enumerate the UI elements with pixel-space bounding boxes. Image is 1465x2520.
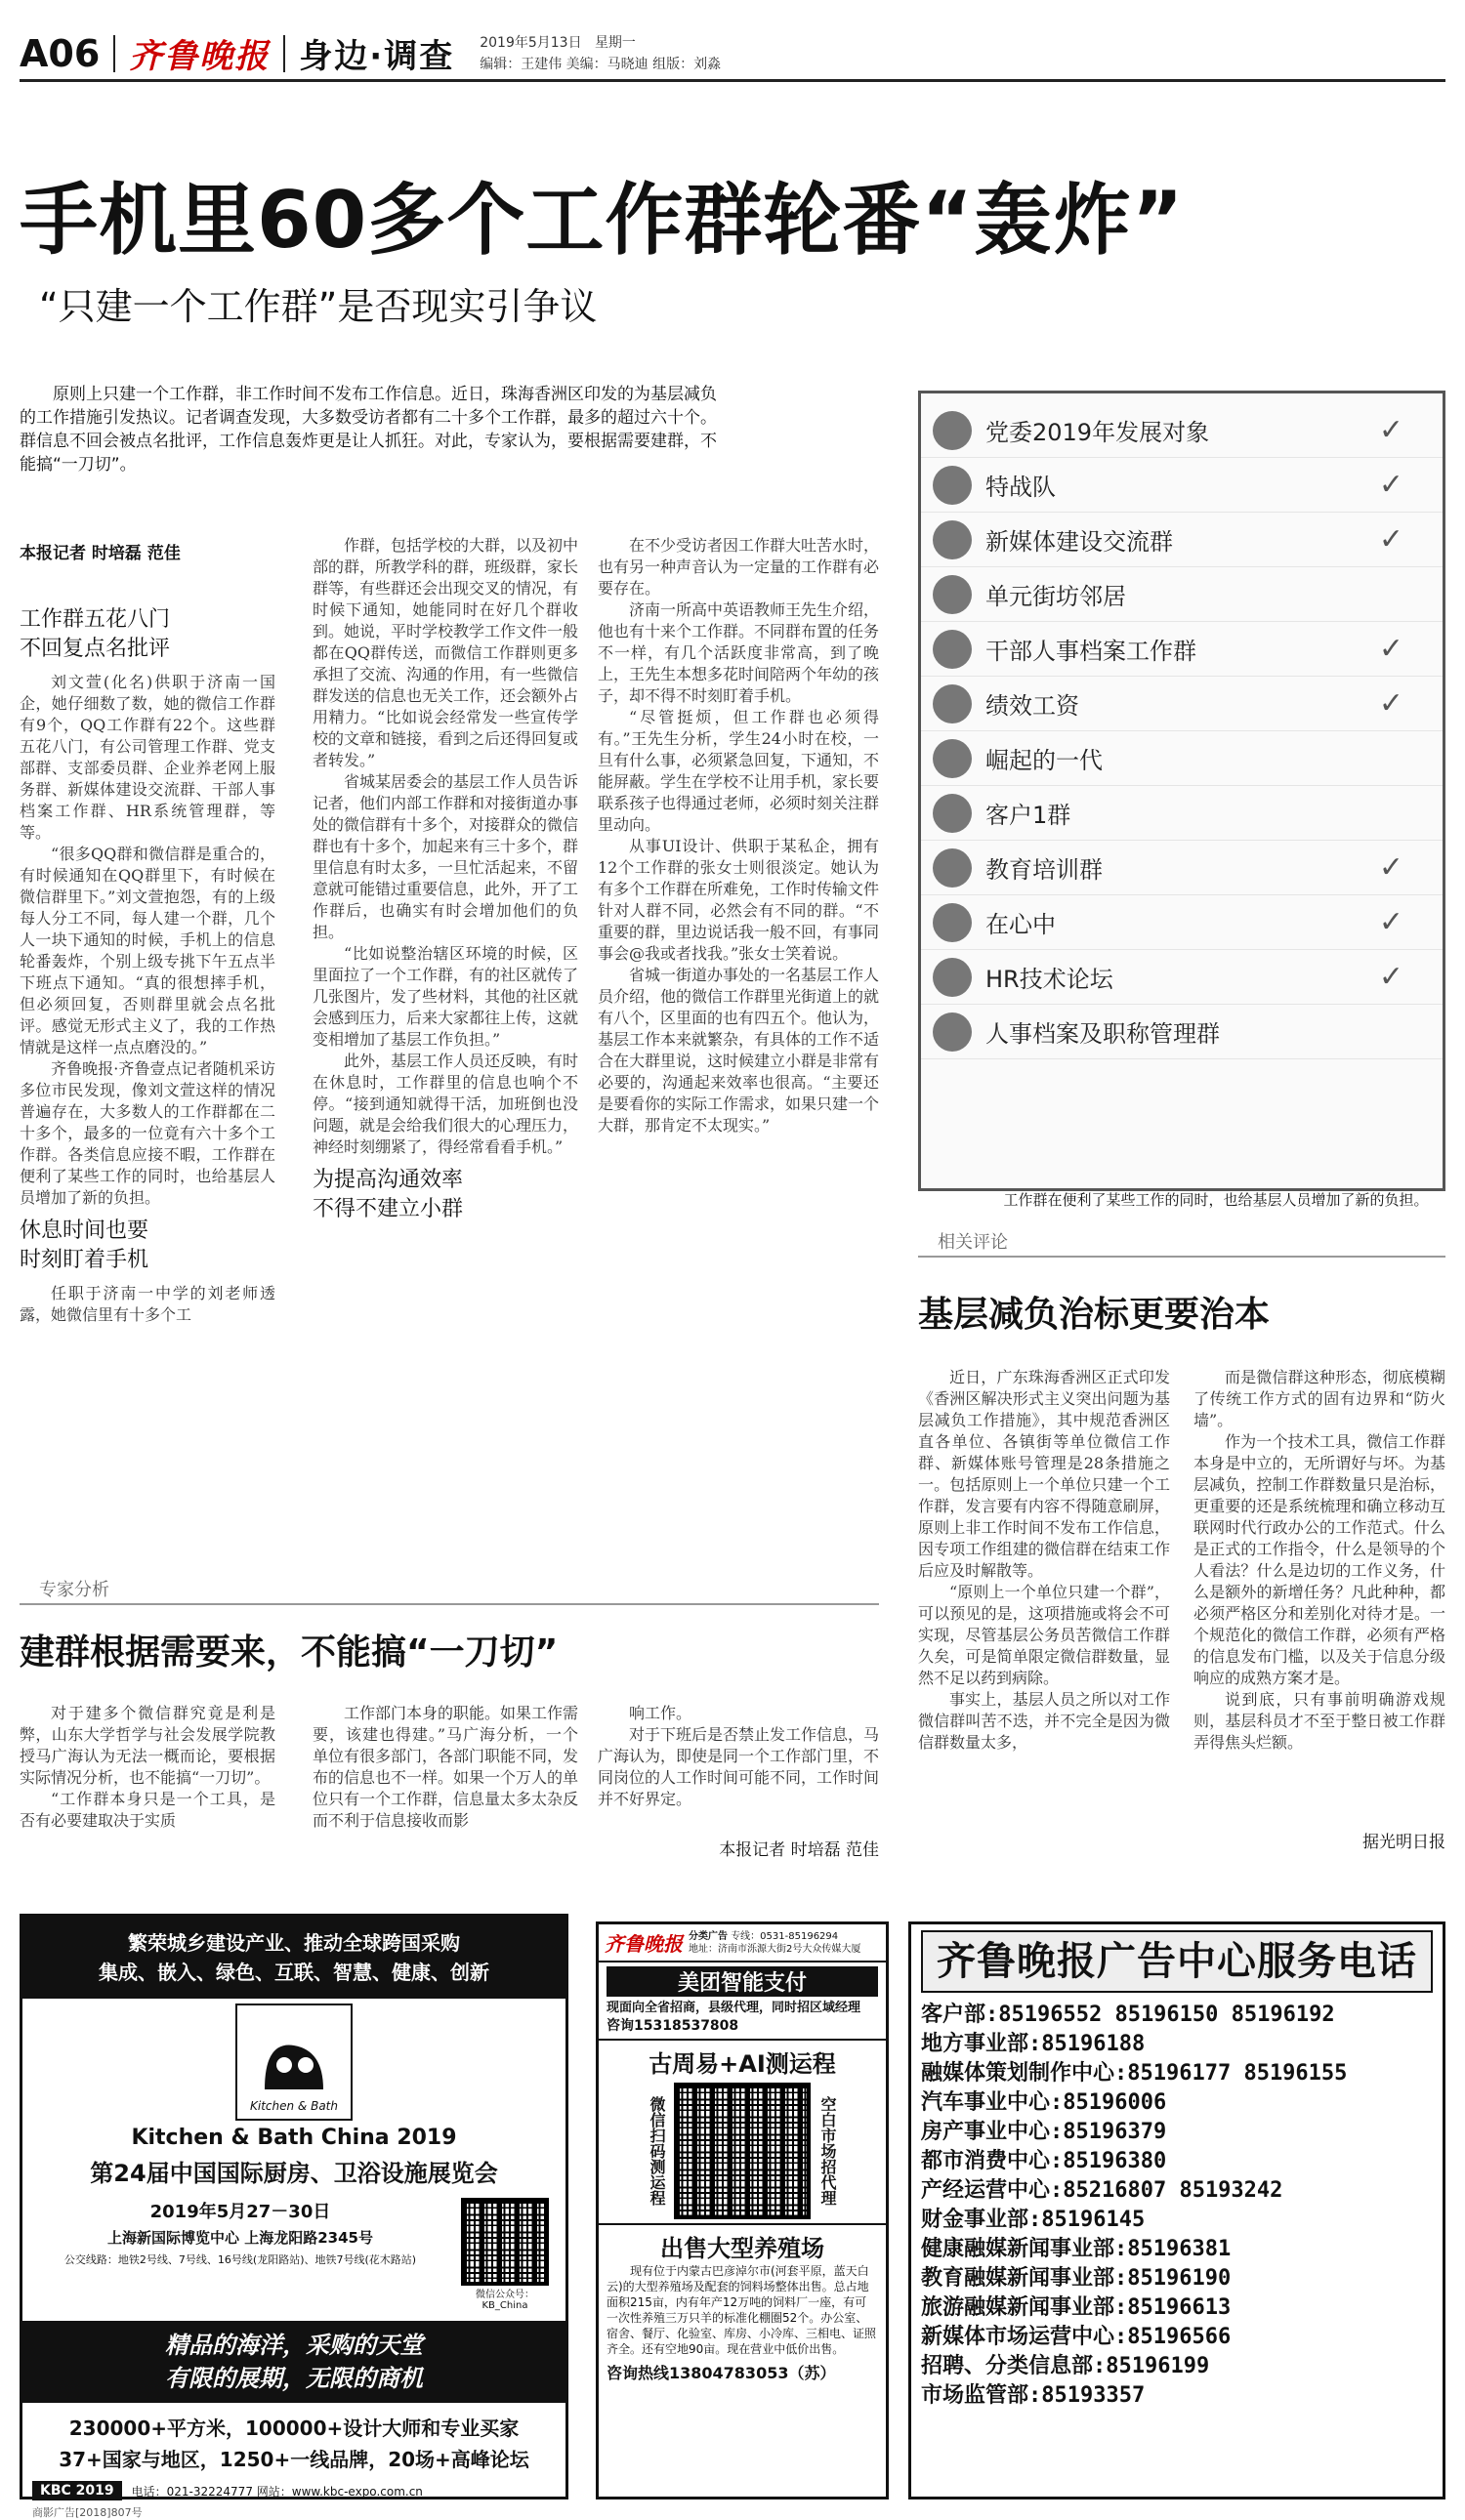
chat-group-item: HR技术论坛 ✓	[921, 950, 1443, 1005]
chat-groups-photo	[918, 391, 1445, 1191]
chat-group-item: 人事档案及职称管理群	[921, 1005, 1443, 1059]
handwritten-check-mark: ✓	[1378, 686, 1403, 721]
masthead-divider	[283, 35, 285, 72]
expert-byline: 本报记者 时培磊 范佳	[719, 1840, 879, 1860]
ad-kitchen-bath-expo	[20, 1914, 568, 2519]
paragraph: 齐鲁晚报·齐鲁壹点记者随机采访多位市民发现，像刘文萱这样的情况普遍存在，大多数人的工作群都在二十多个，最多的一位竟有六十多个工作群。各类信息应接不暇，工作群在便利了某些工作的同时，也给基层人员增加了新的负担。	[20, 1059, 275, 1207]
kbc-en-title: Kitchen & Bath China 2019	[131, 2126, 457, 2150]
service-phone-line: 产经运营中心:85216807 85193242	[921, 2178, 1283, 2203]
service-phone-line: 教育融媒新闻事业部:85196190	[921, 2266, 1232, 2291]
scan-label: 微信扫码测运程	[648, 2096, 666, 2206]
expert-column-2	[313, 1703, 578, 1869]
kbc-logo-area	[22, 1999, 565, 2126]
qr-code-icon	[461, 2198, 549, 2286]
handwritten-check-mark: ✓	[1378, 468, 1403, 502]
kbc-info-row	[22, 2188, 565, 2311]
paragraph: 近日，广东珠海香洲区正式印发《香洲区解决形式主义突出问题为基层减负工作措施》，其中规范香洲区直各单位、各镇街等单位微信工作群、新媒体账号管理是28条措施之一。包括原则上一个单位只建一个工作群，发言要有内容不得随意刷屏，原则上非工作时间不发布工作信息，因专项工作组建的微信群在结束工作后应及时解散等。	[918, 1368, 1170, 1580]
paragraph: 在不少受访者因工作群大吐苦水时，也有另一种声音认为一定量的工作群有必要存在。	[598, 536, 880, 598]
service-phone-line: 招聘、分类信息部:85196199	[921, 2354, 1210, 2378]
kbc-cn-title: 第24届中国国际厨房、卫浴设施展览会	[90, 2160, 498, 2187]
photo-caption: 工作群在便利了某些工作的同时，也给基层人员增加了新的负担。	[1003, 1191, 1429, 1209]
group-avatar	[933, 520, 972, 559]
subheadline: “只建一个工作群”是否现实引争议	[39, 285, 598, 328]
expert-column-1	[20, 1703, 275, 1869]
group-avatar	[933, 1012, 972, 1052]
service-phone-line: 旅游融媒新闻事业部:85196613	[921, 2295, 1232, 2320]
handwritten-check-mark: ✓	[1378, 850, 1403, 885]
paragraph: “尽管挺烦，但工作群也必须得有。”王先生分析，学生24小时在校，一旦有什么事，必须紧急回复，下通知，不能屏蔽。学生在学校不让用手机，家长要联系孩子也得通过老师，必须时刻关注群里动向。	[598, 708, 880, 834]
headline: 手机里60多个工作群轮番“轰炸”	[20, 175, 1185, 266]
chat-group-item: 党委2019年发展对象 ✓	[921, 403, 1443, 458]
kbc-dates: 2019年5月27－30日	[149, 2202, 331, 2222]
paragraph: 对于建多个微信群究竟是利是弊，山东大学哲学与社会发展学院教授马广海认为无法一概而论，要根据实际情况分析，也不能搞“一刀切”。	[20, 1704, 275, 1787]
paragraph: “原则上一个单位只建一个群”，可以预见的是，这项措施或将会不可实现，尽管基层公务员苦微信工作群久矣，可是简单限定微信群数量，显然不足以药到病除。	[918, 1583, 1170, 1687]
editor-credits: 编辑：王建伟 美编：马晓迪 组版：刘淼	[480, 56, 722, 72]
ad-classified	[596, 1921, 889, 2499]
group-avatar	[933, 684, 972, 723]
side-label: 空白市场招代理	[818, 2096, 837, 2206]
handwritten-check-mark: ✓	[1378, 413, 1403, 447]
commentary-column-b	[1193, 1367, 1445, 1826]
qr-code-icon	[674, 2083, 811, 2219]
chat-group-item: 新媒体建设交流群 ✓	[921, 513, 1443, 567]
subtitle-2: 休息时间也要 时刻盯着手机	[20, 1219, 149, 1272]
kbc-logo: Kitchen & Bath	[235, 2004, 353, 2121]
subtitle-3: 为提高沟通效率 不得不建立小群	[313, 1168, 464, 1221]
chat-group-item: 干部人事档案工作群 ✓	[921, 622, 1443, 677]
kbc-venue: 上海新国际博览中心 上海龙阳路2345号	[107, 2229, 373, 2247]
qr-caption: 微信公众号：KB_China	[476, 2290, 534, 2311]
expert-column-3	[598, 1703, 879, 1830]
article-lead: 原则上只建一个工作群，非工作时间不发布工作信息。近日，珠海香洲区印发的为基层减负的工作措施引发热议。记者调查发现，大多数受访者都有二十多个工作群，最多的超过六十个。群信息不回会被点名批评，工作信息轰炸更是让人抓狂。对此，专家认为，要根据需要建群，不能搞“一刀切”。	[20, 385, 717, 475]
paragraph: 对于下班后是否禁止发工作信息，马广海认为，即使是同一个工作部门里，不同岗位的人工作时间可能不同，工作时间并不好界定。	[598, 1725, 880, 1808]
paragraph: 作为一个技术工具，微信工作群本身是中立的，无所谓好与坏。为基层减负，控制工作群数量只是治标，更重要的还是系统梳理和确立移动互联网时代行政办公的工作范式。什么是正式的工作指令，什么是领导的个人看法？什么是边切的工作义务，什么是额外的新增任务？凡此种种，都必须严格区分和差别化对待才是。一个规范化的微信工作群，必须有严格的信息发布门槛，以及关于信息分级响应的成熟方案才是。	[1193, 1432, 1445, 1687]
paragraph: “很多QQ群和微信群是重合的，有时候通知在QQ群里下，有时候在微信群里下。”刘文萱抱怨，有的上级每人分工不同，每人建一个群，几个人一块下通知的时候，手机上的信息轮番轰炸，个别上级专挑下午五点半下班点下通知。“真的很想摔手机，但必须回复，否则群里就会点名批评。感觉无形式主义了，我的工作热情就是这样一点点磨没的。”	[20, 845, 275, 1056]
chat-group-item: 崛起的一代	[921, 731, 1443, 786]
expert-title: 建群根据需要来，不能搞“一刀切”	[20, 1632, 559, 1673]
meituan-ad: 美团智能支付 现面向全省招商，县级代理，同时招区域经理 咨询15318537808	[599, 1962, 886, 2041]
kbc-contact: 电话：021-32224777 网站：www.kbc-expo.com.cn	[131, 2484, 423, 2499]
chat-group-item: 客户1群	[921, 786, 1443, 841]
masthead	[20, 27, 1445, 82]
paragraph: 响工作。	[629, 1704, 692, 1722]
group-avatar	[933, 848, 972, 888]
paragraph: 从事UI设计、供职于某私企，拥有12个工作群的张女士则很淡定。她认为有多个工作群在所难免，工作时传输文件针对人群不同，必然会有不同的群。“不重要的群，里边说话我一般不回，有事同事会@我或者找我。”张女士笑着说。	[598, 837, 880, 963]
paragraph: 说到底，只有事前明确游戏规则，基层科员才不至于整日被工作群弄得焦头烂额。	[1193, 1690, 1445, 1752]
classified-logo: 齐鲁晚报	[605, 1932, 683, 1956]
kbc-footer	[22, 2475, 565, 2500]
section-title: 身边·调查	[299, 37, 455, 76]
paragraph: 此外，基层工作人员还反映，有时在休息时，工作群里的信息也响个不停。“接到通知就得干活，加班倒也没问题，就是会给我们很大的心理压力，神经时刻绷紧了，得经常看看手机。”	[313, 1052, 579, 1156]
group-avatar	[933, 466, 972, 505]
service-phone-line: 都市消费中心:85196380	[921, 2149, 1167, 2173]
paragraph: 作群，包括学校的大群，以及初中部的群，所教学科的群，班级群，家长群等，有些群还会出现交叉的情况，有时候下通知，她能同时在好几个群收到。她说，平时学校教学工作文件一般都在QQ群传送，而微信工作群则更多承担了交流、沟通的作用，有一些微信群发送的信息也无关工作，还会额外占用精力。“比如说会经常发一些宣传学校的文章和链接，看到之后还得回复或者转发。”	[313, 536, 579, 769]
kbc-taglines: 精品的海洋，采购的天堂 有限的展期，无限的商机	[22, 2321, 565, 2403]
commentary-title: 基层减负治标更要治本	[918, 1295, 1271, 1335]
chat-group-item: 在心中 ✓	[921, 895, 1443, 950]
article-byline: 本报记者 时培磊 范佳	[20, 544, 181, 563]
service-phone-line: 融媒体策划制作中心:85196177 85196155	[921, 2061, 1348, 2086]
kbc-logo-icon	[255, 2031, 333, 2099]
paragraph: 任职于济南一中学的刘老师透露，她微信里有十多个工	[20, 1284, 275, 1324]
service-phone-line: 财金事业部:85196145	[921, 2208, 1146, 2232]
group-avatar	[933, 575, 972, 614]
service-phone-list	[921, 2001, 1433, 2411]
issue-weekday: 星期一	[594, 34, 636, 51]
commentary-tag: 相关评论	[918, 1228, 1445, 1258]
chat-group-item: 特战队 ✓	[921, 458, 1443, 513]
group-avatar	[933, 739, 972, 778]
paragraph: 省城一街道办事处的一名基层工作人员介绍，他的微信工作群里光街道上的就有八个，区里面的也有四五个。他认为，基层工作本来就繁杂，有具体的工作不适合在大群里说，这时候建立小群是非常有必要的，沟通起来效率也很高。“主要还是要看你的实际工作需求，如果只建一个大群，那肯定不太现实。”	[598, 966, 880, 1135]
masthead-divider	[113, 35, 115, 72]
chat-group-item: 单元街坊邻居	[921, 567, 1443, 622]
service-phone-line: 房产事业中心:85196379	[921, 2120, 1167, 2144]
chat-group-item: 绩效工资 ✓	[921, 677, 1443, 731]
farm-ad: 出售大型养殖场 现有位于内蒙古巴彦淖尔市(河套平原，蓝天白云)的大型养殖场及配套的饲料场整体出售。总占地面积215亩，内有年产12万吨的饲料厂一座，有可一次性养殖三万只羊的标准化棚圈52个。办公室、宿舍、餐厅、化验室、库房、小冷库、三相电、证照齐全。还有空地90亩。现在营业中低价出售。 咨询热线13804783053（苏）	[607, 2235, 877, 2382]
group-avatar	[933, 630, 972, 669]
kbc-footer-logo: KBC 2019	[32, 2481, 122, 2500]
ad-permit: 商影广告[2018]807号	[32, 2506, 143, 2519]
zhouyi-ad: 古周易+AI测运程 微信扫码测运程 空白市场招代理	[599, 2041, 886, 2225]
handwritten-check-mark: ✓	[1378, 960, 1403, 994]
service-phone-line: 新媒体市场运营中心:85196566	[921, 2325, 1232, 2349]
group-avatar	[933, 411, 972, 450]
masthead-meta	[480, 32, 721, 75]
chat-group-item: 教育培训群 ✓	[921, 841, 1443, 895]
ad-service-phones	[908, 1921, 1445, 2499]
service-phone-line: 地方事业部:85196188	[921, 2032, 1146, 2056]
paragraph: “工作群本身只是一个工具，是否有必要建取决于实质	[20, 1790, 275, 1830]
kbc-stats: 230000+平方米，100000+设计大师和专业买家 37+国家与地区，1250+一线品牌，20场+高峰论坛	[59, 2417, 529, 2471]
issue-date: 2019年5月13日	[480, 34, 582, 51]
service-phone-line: 客户部:85196552 85196150 85196192	[921, 2003, 1335, 2027]
paragraph: 而是微信群这种形态，彻底模糊了传统工作方式的固有边界和“防火墙”。	[1193, 1368, 1445, 1429]
ad-slogans: 繁荣城乡建设产业、推动全球跨国采购 集成、嵌入、绿色、互联、智慧、健康、创新	[22, 1917, 565, 1999]
paragraph: “比如说整治辖区环境的时候，区里面拉了一个工作群，有的社区就传了几张图片，发了些材料，其他的社区就会感到压力，后来大家都往上传，这就变相增加了基层工作负担。”	[313, 944, 579, 1049]
newspaper-logo: 齐鲁晚报	[129, 37, 271, 76]
group-avatar	[933, 794, 972, 833]
service-phone-line: 汽车事业中心:85196006	[921, 2090, 1167, 2115]
page-number: A06	[20, 31, 101, 75]
kbc-traffic: 公交线路：地铁2号线、7号线、16号线(龙阳路站)、地铁7号线(花木路站)	[63, 2253, 417, 2266]
subtitle-1: 工作群五花八门 不回复点名批评	[20, 607, 171, 661]
handwritten-check-mark: ✓	[1378, 632, 1403, 666]
handwritten-check-mark: ✓	[1378, 905, 1403, 939]
commentary-column-a	[918, 1367, 1170, 1855]
expert-tag: 专家分析	[20, 1576, 879, 1605]
paragraph: 刘文萱(化名)供职于济南一国企，她仔细数了数，她的微信工作群有9个，QQ工作群有22个。这些群五花八门，有公司管理工作群、党支部群、支部委员群、企业养老网上服务群、新媒体建设交流群、干部人事档案工作群、HR系统管理群，等等。	[20, 673, 275, 842]
service-title: 齐鲁晚报广告中心服务电话	[921, 1930, 1433, 1993]
classified-header: 齐鲁晚报 分类广告 专线：0531-85196294 地址：济南市泺源大街2号大众传媒大厦	[599, 1924, 886, 1962]
paragraph: 事实上，基层人员之所以对工作微信群叫苦不迭，并不完全是因为微信群数量太多，	[918, 1690, 1170, 1752]
article-column-1	[20, 598, 275, 1496]
article-column-3	[598, 535, 879, 1496]
group-avatar	[933, 958, 972, 997]
paragraph: 省城某居委会的基层工作人员告诉记者，他们内部工作群和对接街道办事处的微信群有十多个，对接群众的微信群也有十多个，加起来有三十多个，群里信息有时太多，一旦忙活起来，不留意就可能错过重要信息，此外，开了工作群后，也确实有时会增加他们的负担。	[313, 772, 579, 941]
group-avatar	[933, 903, 972, 942]
paragraph: 工作部门本身的职能。如果工作需要，该建也得建。”马广海分析，一个单位有很多部门，各部门职能不同，发布的信息也不一样。如果一个万人的单位只有一个工作群，信息量太多太杂反而不利于信息接收而影	[313, 1704, 579, 1830]
article-column-2	[313, 535, 578, 1496]
service-phone-line: 市场监管部:85193357	[921, 2383, 1146, 2408]
paragraph: 济南一所高中英语教师王先生介绍，他也有十来个工作群。不同群布置的任务不一样，有几个活跃度非常高，到了晚上，王先生本想多花时间陪两个年幼的孩子，却不得不时刻盯着手机。	[598, 600, 880, 705]
service-phone-line: 健康融媒新闻事业部:85196381	[921, 2237, 1232, 2261]
handwritten-check-mark: ✓	[1378, 522, 1403, 557]
chat-list	[921, 393, 1443, 1059]
commentary-source: 据光明日报	[1362, 1833, 1445, 1852]
